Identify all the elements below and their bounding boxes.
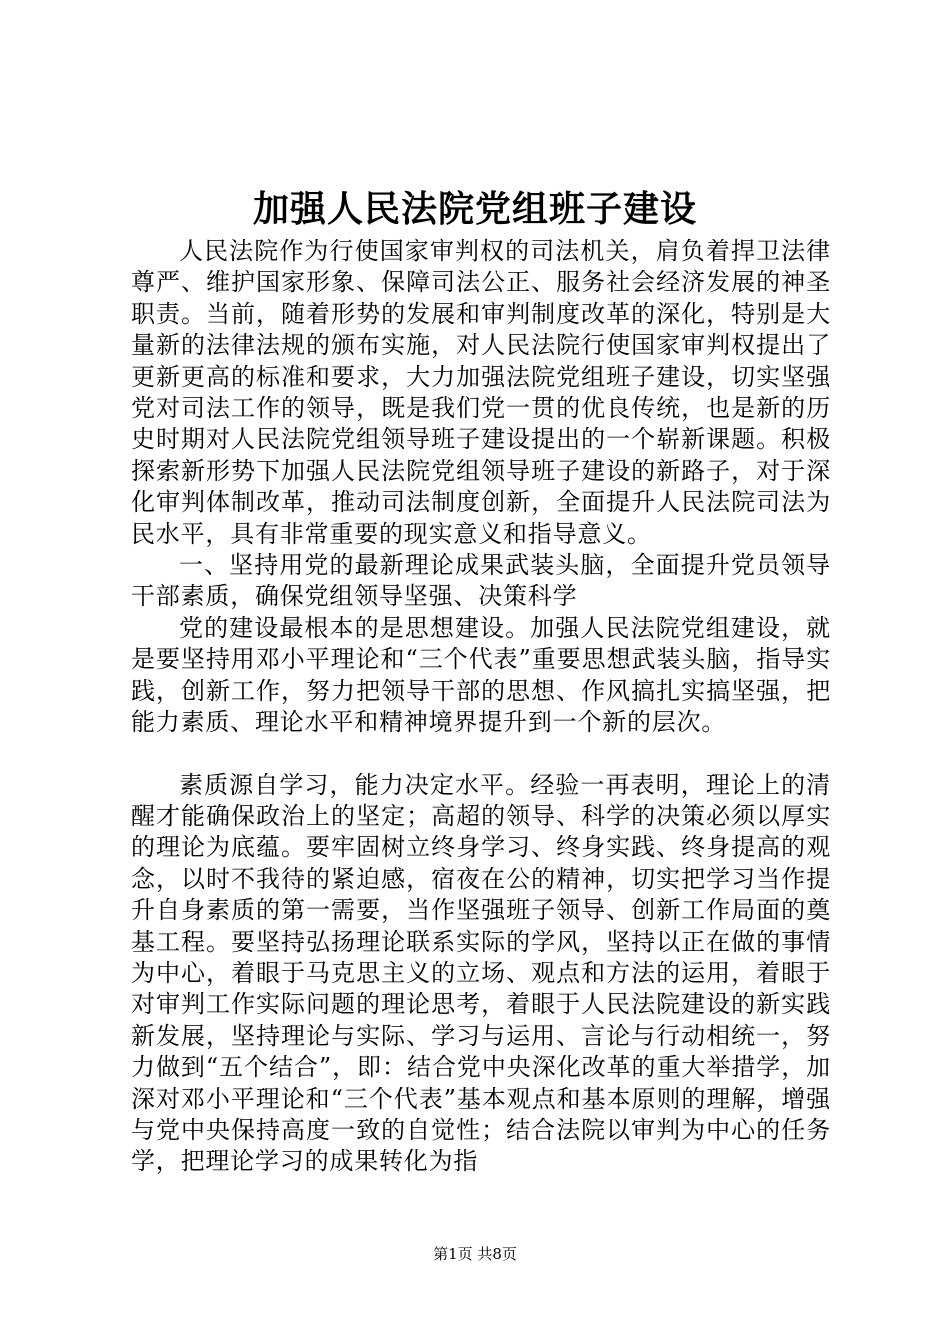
section-heading: 一、坚持用党的最新理论成果武装头脑，全面提升党员领导干部素质，确保党组领导坚强、决策科学	[131, 551, 831, 611]
body-paragraph: 人民法院作为行使国家审判权的司法机关，肩负着捍卫法律尊严、维护国家形象、保障司法公正、服务社会经济发展的神圣职责。当前，随着形势的发展和审判制度改革的深化，特别是大量新的法律法规的颁布实施，对人民法院行使国家审判权提出了更新更高的标准和要求，大力加强法院党组班子建设，切实坚强党对司法工作的领导，既是我们党一贯的优良传统，也是新的历史时期对人民法院党组领导班子建设提出的一个崭新课题。积极探索新形势下加强人民法院党组领导班子建设的新路子，对于深化审判体制改革，推动司法制度创新，全面提升人民法院司法为民水平，具有非常重要的现实意义和指导意义。	[131, 237, 831, 548]
body-paragraph: 素质源自学习，能力决定水平。经验一再表明，理论上的清醒才能确保政治上的坚定；高超的领导、科学的决策必须以厚实的理论为底蕴。要牢固树立终身学习、终身实践、终身提高的观念，以时不我待的紧迫感，宿夜在公的精神，切实把学习当作提升自身素质的第一需要，当作坚强班子领导、创新工作局面的奠基工程。要坚持弘扬理论联系实际的学风，坚持以正在做的事情为中心，着眼于马克思主义的立场、观点和方法的运用，着眼于对审判工作实际问题的理论思考，着眼于人民法院建设的新实践新发展，坚持理论与实际、学习与运用、言论与行动相统一，努力做到“五个结合”，即：结合党中央深化改革的重大举措学，加深对邓小平理论和“三个代表”基本观点和基本原则的理解，增强与党中央保持高度一致的自觉性；结合法院以审判为中心的任务学，把理论学习的成果转化为指	[131, 770, 831, 1176]
document-title: 加强人民法院党组班子建设	[252, 188, 697, 230]
document-body	[131, 236, 831, 1178]
page-footer: 第1页 共8页	[433, 1245, 517, 1263]
body-paragraph: 党的建设最根本的是思想建设。加强人民法院党组建设，就是要坚持用邓小平理论和“三个代表”重要思想武装头脑，指导实践，创新工作，努力把领导干部的思想、作风搞扎实搞坚强，把能力素质、理论水平和精神境界提升到一个新的层次。	[131, 613, 831, 737]
